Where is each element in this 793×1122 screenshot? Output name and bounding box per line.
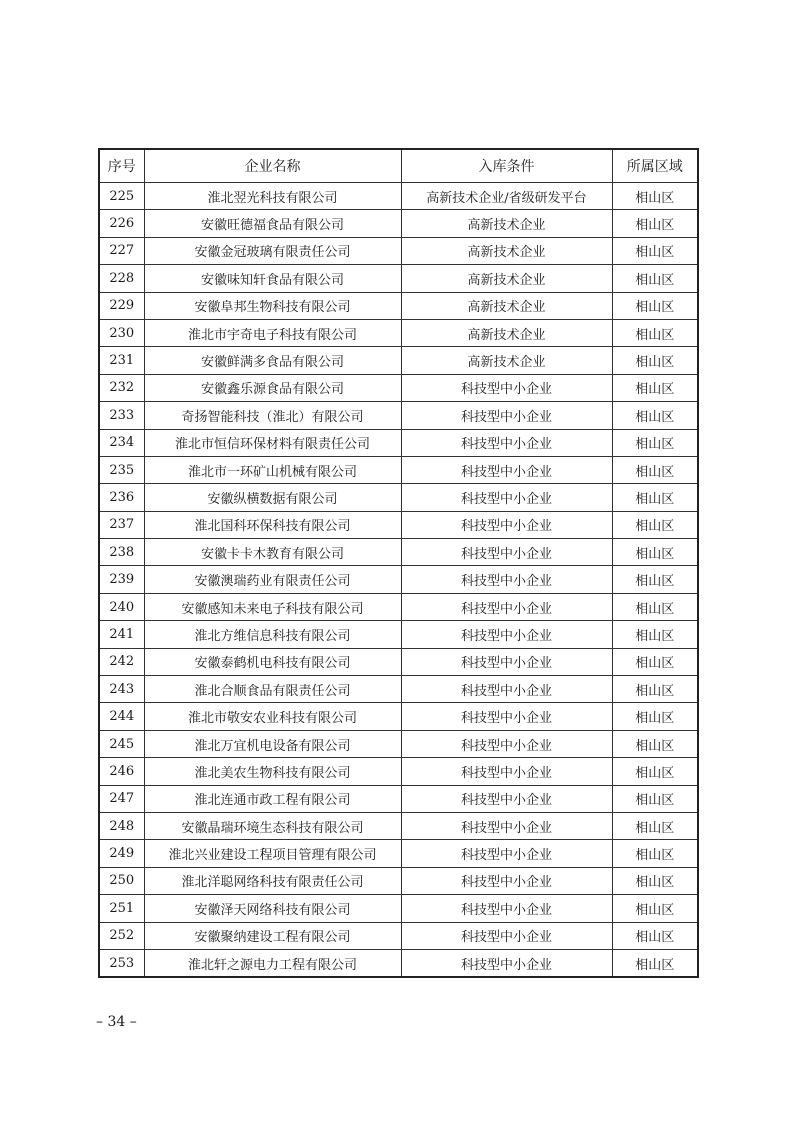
row-index: 249 bbox=[99, 840, 144, 867]
company-name: 淮北兴业建设工程项目管理有限公司 bbox=[144, 840, 401, 867]
district: 相山区 bbox=[612, 867, 698, 894]
table-row bbox=[99, 648, 698, 675]
table-row bbox=[99, 374, 698, 401]
table-row bbox=[99, 621, 698, 648]
table-body bbox=[99, 183, 698, 978]
criteria: 科技型中小企业 bbox=[401, 676, 612, 703]
district: 相山区 bbox=[612, 621, 698, 648]
header-district: 所属区域 bbox=[612, 149, 698, 183]
table-row bbox=[99, 566, 698, 593]
company-name: 安徽泰鹤机电科技有限公司 bbox=[144, 648, 401, 675]
row-index: 252 bbox=[99, 922, 144, 949]
criteria: 科技型中小企业 bbox=[401, 949, 612, 977]
table-row bbox=[99, 456, 698, 483]
criteria: 科技型中小企业 bbox=[401, 484, 612, 511]
row-index: 230 bbox=[99, 319, 144, 346]
district: 相山区 bbox=[612, 895, 698, 922]
company-name: 淮北万宜机电设备有限公司 bbox=[144, 730, 401, 757]
district: 相山区 bbox=[612, 347, 698, 374]
table-row bbox=[99, 730, 698, 757]
company-name: 淮北连通市政工程有限公司 bbox=[144, 785, 401, 812]
criteria: 高新技术企业 bbox=[401, 210, 612, 237]
district: 相山区 bbox=[612, 402, 698, 429]
table-row bbox=[99, 922, 698, 949]
company-name: 安徽味知轩食品有限公司 bbox=[144, 265, 401, 292]
company-name: 奇扬智能科技（淮北）有限公司 bbox=[144, 402, 401, 429]
table-row bbox=[99, 292, 698, 319]
company-name: 安徽阜邦生物科技有限公司 bbox=[144, 292, 401, 319]
company-name: 淮北市宇奇电子科技有限公司 bbox=[144, 319, 401, 346]
district: 相山区 bbox=[612, 319, 698, 346]
criteria: 科技型中小企业 bbox=[401, 922, 612, 949]
row-index: 241 bbox=[99, 621, 144, 648]
row-index: 253 bbox=[99, 949, 144, 977]
criteria: 科技型中小企业 bbox=[401, 429, 612, 456]
district: 相山区 bbox=[612, 703, 698, 730]
district: 相山区 bbox=[612, 730, 698, 757]
criteria: 科技型中小企业 bbox=[401, 785, 612, 812]
table-row bbox=[99, 539, 698, 566]
district: 相山区 bbox=[612, 183, 698, 210]
header-company-name: 企业名称 bbox=[144, 149, 401, 183]
criteria: 高新技术企业/省级研发平台 bbox=[401, 183, 612, 210]
district: 相山区 bbox=[612, 785, 698, 812]
district: 相山区 bbox=[612, 922, 698, 949]
row-index: 229 bbox=[99, 292, 144, 319]
criteria: 科技型中小企业 bbox=[401, 539, 612, 566]
header-index: 序号 bbox=[99, 149, 144, 183]
criteria: 高新技术企业 bbox=[401, 292, 612, 319]
company-name: 淮北翌光科技有限公司 bbox=[144, 183, 401, 210]
district: 相山区 bbox=[612, 758, 698, 785]
table-row bbox=[99, 265, 698, 292]
criteria: 科技型中小企业 bbox=[401, 456, 612, 483]
district: 相山区 bbox=[612, 374, 698, 401]
row-index: 232 bbox=[99, 374, 144, 401]
table-row bbox=[99, 183, 698, 210]
company-name: 淮北洋聪网络科技有限责任公司 bbox=[144, 867, 401, 894]
row-index: 227 bbox=[99, 237, 144, 264]
company-name: 安徽晶瑞环境生态科技有限公司 bbox=[144, 812, 401, 839]
company-name: 淮北轩之源电力工程有限公司 bbox=[144, 949, 401, 977]
district: 相山区 bbox=[612, 292, 698, 319]
district: 相山区 bbox=[612, 429, 698, 456]
company-name: 淮北市恒信环保材料有限责任公司 bbox=[144, 429, 401, 456]
criteria: 科技型中小企业 bbox=[401, 648, 612, 675]
table-row bbox=[99, 484, 698, 511]
row-index: 246 bbox=[99, 758, 144, 785]
criteria: 科技型中小企业 bbox=[401, 812, 612, 839]
row-index: 233 bbox=[99, 402, 144, 429]
criteria: 科技型中小企业 bbox=[401, 566, 612, 593]
header-criteria: 入库条件 bbox=[401, 149, 612, 183]
row-index: 245 bbox=[99, 730, 144, 757]
company-name: 安徽鲜满多食品有限公司 bbox=[144, 347, 401, 374]
company-name: 淮北美农生物科技有限公司 bbox=[144, 758, 401, 785]
company-name: 安徽感知未来电子科技有限公司 bbox=[144, 593, 401, 620]
table-row bbox=[99, 593, 698, 620]
company-name: 淮北市一环矿山机械有限公司 bbox=[144, 456, 401, 483]
criteria: 科技型中小企业 bbox=[401, 703, 612, 730]
company-name: 淮北国科环保科技有限公司 bbox=[144, 511, 401, 538]
district: 相山区 bbox=[612, 812, 698, 839]
row-index: 237 bbox=[99, 511, 144, 538]
table-row bbox=[99, 867, 698, 894]
table-row bbox=[99, 347, 698, 374]
row-index: 247 bbox=[99, 785, 144, 812]
row-index: 250 bbox=[99, 867, 144, 894]
row-index: 244 bbox=[99, 703, 144, 730]
district: 相山区 bbox=[612, 210, 698, 237]
table-row bbox=[99, 319, 698, 346]
table-row bbox=[99, 237, 698, 264]
table-row bbox=[99, 210, 698, 237]
district: 相山区 bbox=[612, 511, 698, 538]
table-row bbox=[99, 840, 698, 867]
row-index: 248 bbox=[99, 812, 144, 839]
row-index: 225 bbox=[99, 183, 144, 210]
row-index: 243 bbox=[99, 676, 144, 703]
district: 相山区 bbox=[612, 237, 698, 264]
district: 相山区 bbox=[612, 648, 698, 675]
table-header bbox=[99, 149, 698, 183]
table-row bbox=[99, 511, 698, 538]
criteria: 科技型中小企业 bbox=[401, 867, 612, 894]
criteria: 科技型中小企业 bbox=[401, 730, 612, 757]
criteria: 科技型中小企业 bbox=[401, 895, 612, 922]
company-name: 安徽旺德福食品有限公司 bbox=[144, 210, 401, 237]
row-index: 235 bbox=[99, 456, 144, 483]
district: 相山区 bbox=[612, 265, 698, 292]
criteria: 高新技术企业 bbox=[401, 237, 612, 264]
district: 相山区 bbox=[612, 539, 698, 566]
district: 相山区 bbox=[612, 840, 698, 867]
district: 相山区 bbox=[612, 484, 698, 511]
table-row bbox=[99, 785, 698, 812]
row-index: 226 bbox=[99, 210, 144, 237]
company-name: 淮北市敬安农业科技有限公司 bbox=[144, 703, 401, 730]
company-name: 安徽澳瑞药业有限责任公司 bbox=[144, 566, 401, 593]
district: 相山区 bbox=[612, 456, 698, 483]
row-index: 239 bbox=[99, 566, 144, 593]
criteria: 科技型中小企业 bbox=[401, 758, 612, 785]
table-row bbox=[99, 429, 698, 456]
page-number: – 34 – bbox=[96, 1014, 137, 1030]
row-index: 242 bbox=[99, 648, 144, 675]
company-name: 安徽金冠玻璃有限责任公司 bbox=[144, 237, 401, 264]
company-name: 淮北方维信息科技有限公司 bbox=[144, 621, 401, 648]
company-name: 安徽鑫乐源食品有限公司 bbox=[144, 374, 401, 401]
row-index: 236 bbox=[99, 484, 144, 511]
company-name: 安徽聚纳建设工程有限公司 bbox=[144, 922, 401, 949]
criteria: 科技型中小企业 bbox=[401, 840, 612, 867]
district: 相山区 bbox=[612, 676, 698, 703]
table-row bbox=[99, 812, 698, 839]
criteria: 科技型中小企业 bbox=[401, 374, 612, 401]
row-index: 234 bbox=[99, 429, 144, 456]
criteria: 高新技术企业 bbox=[401, 347, 612, 374]
table-row bbox=[99, 758, 698, 785]
table-row bbox=[99, 895, 698, 922]
table-row bbox=[99, 676, 698, 703]
district: 相山区 bbox=[612, 566, 698, 593]
table-row bbox=[99, 402, 698, 429]
row-index: 251 bbox=[99, 895, 144, 922]
table-row bbox=[99, 949, 698, 977]
criteria: 科技型中小企业 bbox=[401, 402, 612, 429]
criteria: 科技型中小企业 bbox=[401, 511, 612, 538]
row-index: 238 bbox=[99, 539, 144, 566]
header-row bbox=[99, 149, 698, 183]
enterprise-table bbox=[98, 148, 699, 978]
table-row bbox=[99, 703, 698, 730]
row-index: 231 bbox=[99, 347, 144, 374]
criteria: 高新技术企业 bbox=[401, 265, 612, 292]
criteria: 科技型中小企业 bbox=[401, 621, 612, 648]
company-name: 安徽泽天网络科技有限公司 bbox=[144, 895, 401, 922]
company-name: 安徽纵横数据有限公司 bbox=[144, 484, 401, 511]
row-index: 240 bbox=[99, 593, 144, 620]
company-name: 淮北合顺食品有限责任公司 bbox=[144, 676, 401, 703]
company-name: 安徽卡卡木教育有限公司 bbox=[144, 539, 401, 566]
criteria: 高新技术企业 bbox=[401, 319, 612, 346]
district: 相山区 bbox=[612, 593, 698, 620]
criteria: 科技型中小企业 bbox=[401, 593, 612, 620]
row-index: 228 bbox=[99, 265, 144, 292]
district: 相山区 bbox=[612, 949, 698, 977]
